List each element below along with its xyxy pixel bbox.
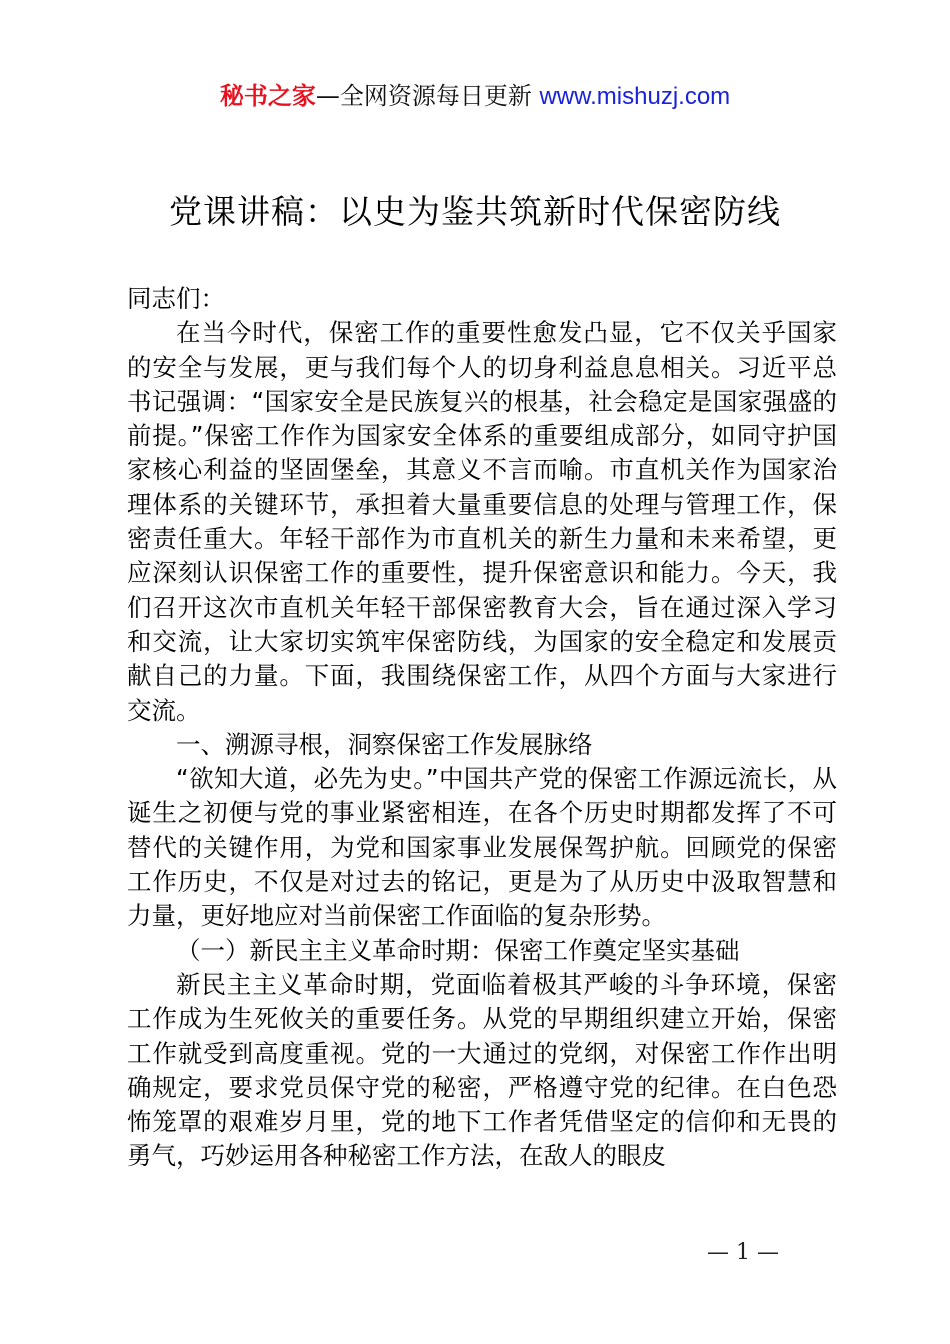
section-heading-1: 一、溯源寻根，洞察保密工作发展脉络 xyxy=(176,729,593,759)
brand-name: 秘书之家 xyxy=(219,82,316,110)
site-banner xyxy=(0,80,950,113)
document-body xyxy=(127,282,837,1174)
banner-slogan: —全网资源每日更新 xyxy=(315,82,540,110)
site-url-link[interactable]: www.mishuzj.com xyxy=(539,83,731,110)
document-title: 党课讲稿：以史为鉴共筑新时代保密防线 xyxy=(169,192,781,231)
page-number: — 1 — xyxy=(707,1240,779,1265)
paragraph-history: “欲知大道，必先为史。”中国共产党的保密工作源远流长，从诞生之初便与党的事业紧密相连，在各个历史时期都发挥了不可替代的关键作用，为党和国家事业发展保驾护航。回顾党的保密工作历史，不仅是对过去的铭记，更是为了从历史中汲取智慧和力量，更好地应对当前保密工作面临的复杂形势。 xyxy=(127,764,837,931)
paragraph-revolution-period: 新民主主义革命时期，党面临着极其严峻的斗争环境，保密工作成为生死攸关的重要任务。从党的早期组织建立开始，保密工作就受到高度重视。党的一大通过的党纲，对保密工作作出明确规定，要求党员保守党的秘密，严格遵守党的纪律。在白色恐怖笼罩的艰难岁月里，党的地下工作者凭借坚定的信仰和无畏的勇气，巧妙运用各种秘密工作方法，在敌人的眼皮 xyxy=(127,969,837,1171)
paragraph-intro: 在当今时代，保密工作的重要性愈发凸显，它不仅关乎国家的安全与发展，更与我们每个人的切身利益息息相关。习近平总书记强调：“国家安全是民族复兴的根基，社会稳定是国家强盛的前提。”保密工作作为国家安全体系的重要组成部分，如同守护国家核心利益的坚固堡垒，其意义不言而喻。市直机关作为国家治理体系的关键环节，承担着大量重要信息的处理与管理工作，保密责任重大。年轻干部作为市直机关的新生力量和未来希望，更应深刻认识保密工作的重要性，提升保密意识和能力。今天，我们召开这次市直机关年轻干部保密教育大会，旨在通过深入学习和交流，让大家切实筑牢保密防线，为国家的安全稳定和发展贡献自己的力量。下面，我围绕保密工作，从四个方面与大家进行交流。 xyxy=(127,318,837,725)
salutation: 同志们： xyxy=(127,284,225,313)
subsection-heading-1: （一）新民主主义革命时期：保密工作奠定坚实基础 xyxy=(176,935,740,965)
